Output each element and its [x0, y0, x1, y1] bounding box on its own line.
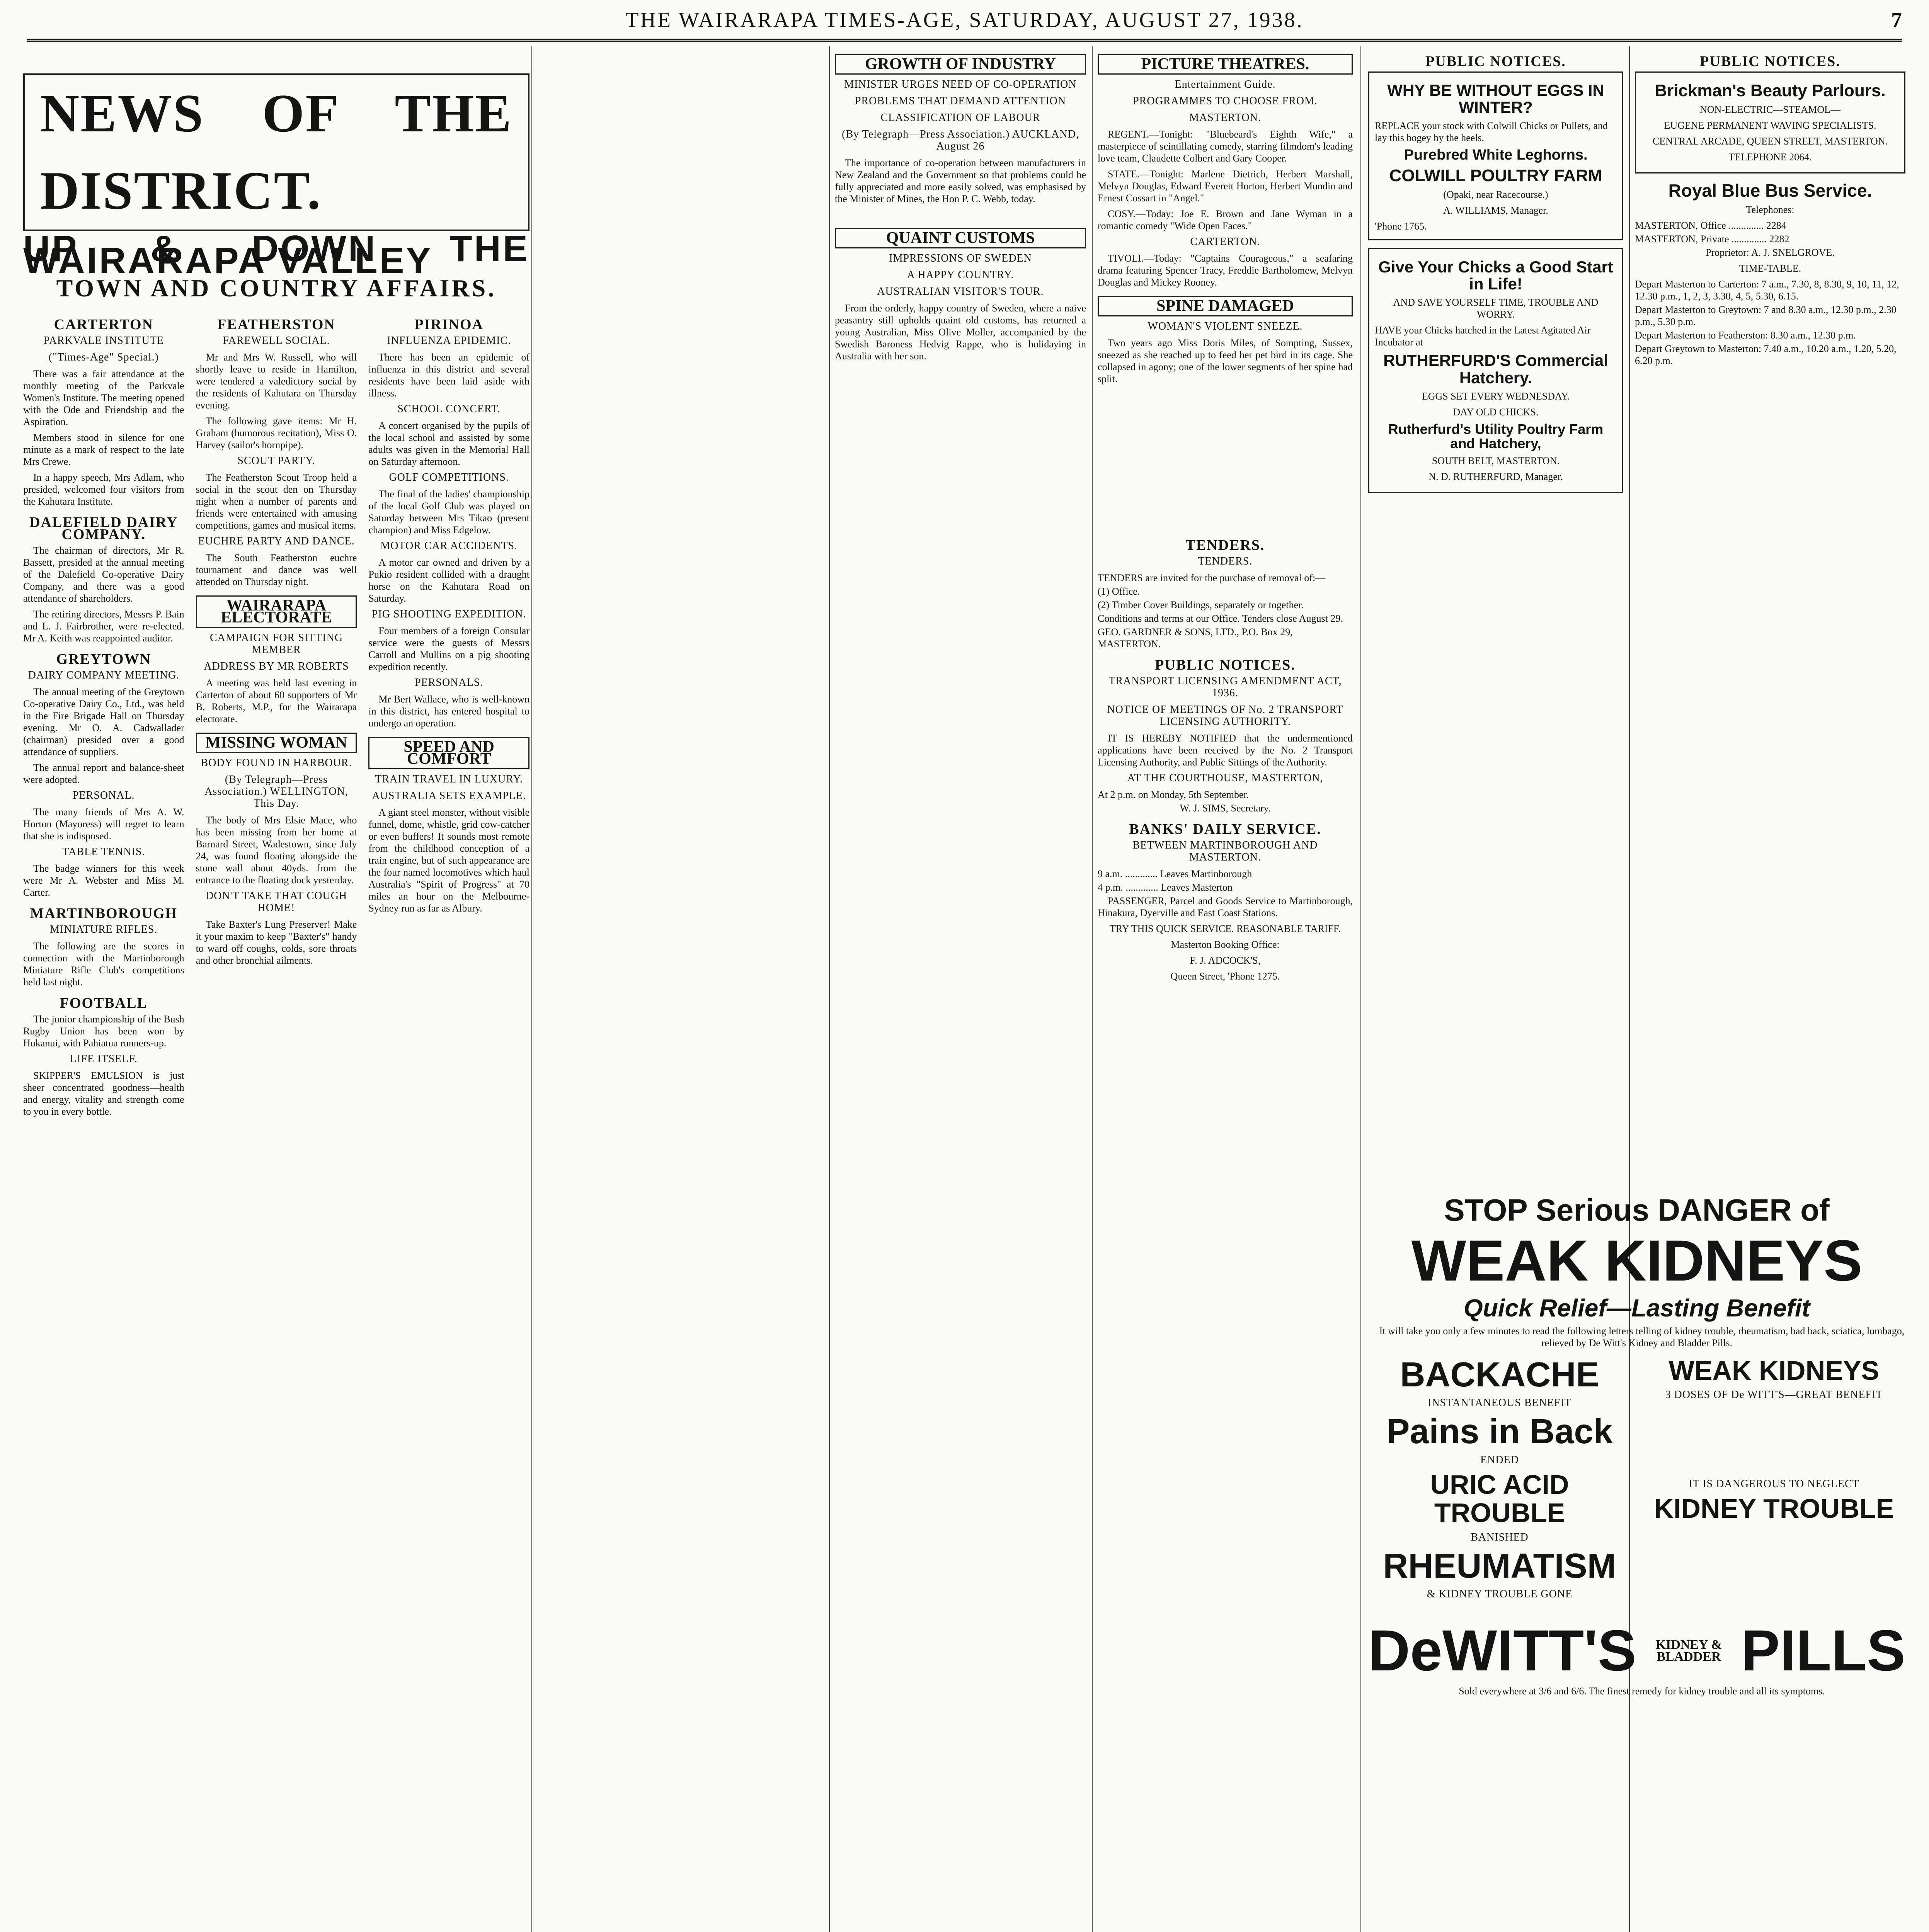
- eggs-set: EGGS SET EVERY WEDNESDAY.: [1422, 390, 1570, 402]
- golf-heading: GOLF COMPETITIONS.: [389, 471, 509, 483]
- beauty-line: NON-ELECTRIC—STEAMOL—: [1700, 104, 1840, 116]
- paragraph: Mr Bert Wallace, who is well-known in this district, has entered hospital to undergo an operation.: [368, 694, 529, 729]
- masthead-title: THE WAIRARAPA TIMES-AGE, SATURDAY, AUGUST 27, 1938.: [625, 8, 1304, 32]
- dateline: (By Telegraph—Press Association.) WELLINGTON, This Day.: [204, 774, 348, 810]
- cough-heading: DON'T TAKE THAT COUGH HOME!: [205, 890, 347, 914]
- beauty-name: Brickman's Beauty Parlours.: [1655, 81, 1886, 100]
- danger: IT IS DANGEROUS TO NEGLECT: [1689, 1478, 1859, 1490]
- page-number: 7: [1891, 8, 1902, 32]
- banished: BANISHED: [1471, 1531, 1529, 1543]
- state-listing: STATE.—Tonight: Marlene Dietrich, Herbert Marshall, Melvyn Douglas, Edward Everett Horton, Herbert Mundin and Ernest Cossart in "Angel.": [1098, 168, 1353, 204]
- paragraph: SKIPPER'S EMULSION is just sheer concentrated goodness—health and energy, vitality and strength come to you in every bottle.: [23, 1070, 184, 1117]
- backache-heading: BACKACHE: [1400, 1355, 1599, 1394]
- notices-column: [1098, 46, 1353, 1932]
- speed-heading: SPEED AND COMFORT: [368, 737, 529, 769]
- personal-heading: PERSONAL.: [72, 789, 135, 801]
- farm-name: COLWILL POULTRY FARM: [1389, 166, 1602, 185]
- paragraph: The body of Mrs Elsie Mace, who has been missing from her home at Barnard Street, Wadestown, since July 24, was found floating alongside the stone wall about 40yds. from the entrance to the floating dock yesterday.: [196, 815, 357, 886]
- paragraph: IT IS HEREBY NOTIFIED that the undermentioned applications have been received by the No. 2 Transport Licensing Authority, and Public Sittings of the Authority.: [1098, 733, 1353, 768]
- paragraph: Members stood in silence for one minute as a mark of respect to the late Mrs Crewe.: [23, 432, 184, 467]
- motor-heading: MOTOR CAR ACCIDENTS.: [380, 540, 518, 552]
- paragraph: The following gave items: Mr H. Graham (humorous recitation), Miss O. Harvey (sailor's hornpipe).: [196, 415, 357, 451]
- masthead: [27, 8, 1902, 42]
- scout-heading: SCOUT PARTY.: [237, 455, 315, 467]
- chicks-sub: AND SAVE YOURSELF TIME, TROUBLE AND WORRY.: [1393, 297, 1599, 320]
- industry-column: [835, 46, 1086, 1932]
- missing-heading: MISSING WOMAN: [196, 733, 357, 753]
- concert-heading: SCHOOL CONCERT.: [397, 403, 501, 415]
- timetable-row: Depart Masterton to Featherston: 8.30 a.m., 12.30 p.m.: [1635, 330, 1856, 341]
- greytown-heading: GREYTOWN: [56, 651, 152, 667]
- football-heading: FOOTBALL: [60, 995, 148, 1011]
- customs-sub2: A HAPPY COUNTRY.: [907, 269, 1014, 281]
- paragraph: Mr and Mrs W. Russell, who will shortly leave to reside in Hamilton, were tendered a valedictory social by the residents of Kahutara on Thursday evening.: [196, 352, 357, 411]
- poultry-ads: [1368, 46, 1623, 1206]
- district-news: [23, 46, 529, 1932]
- customs-heading: QUAINT CUSTOMS: [835, 228, 1086, 248]
- hatchery-manager: N. D. RUTHERFURD, Manager.: [1428, 471, 1563, 483]
- paragraph: There was a fair attendance at the monthly meeting of the Parkvale Women's Institute. The meeting opened with the Ode and Friendship and the Aspiration.: [23, 368, 184, 427]
- pains-heading: Pains in Back: [1386, 1412, 1613, 1451]
- tender-line: (2) Timber Cover Buildings, separately or together.: [1098, 599, 1304, 611]
- section-headline: TOWN AND COUNTRY AFFAIRS.: [56, 274, 497, 302]
- dairy-heading: DALEFIELD DAIRY COMPANY.: [29, 514, 178, 543]
- beauty-line: EUGENE PERMANENT WAVING SPECIALISTS.: [1664, 120, 1876, 131]
- paragraph: The South Featherston euchre tournament and dance was well attended on Thursday night.: [196, 552, 357, 587]
- public-notices-heading: PUBLIC NOTICES.: [1155, 657, 1296, 673]
- public-notices-heading: PUBLIC NOTICES.: [1425, 53, 1566, 70]
- paragraph: The chairman of directors, Mr R. Bassett, presided at the annual meeting of the Dalefield Co-operative Dairy Company, and there was a good attendance of shareholders.: [23, 545, 184, 604]
- tenders-sub: TENDERS.: [1198, 555, 1253, 567]
- spine-sub: WOMAN'S VIOLENT SNEEZE.: [1148, 320, 1303, 332]
- meetings-notice: NOTICE OF MEETINGS OF No. 2 TRANSPORT LICENSING AUTHORITY.: [1107, 704, 1343, 728]
- tenders-heading: TENDERS.: [1185, 537, 1265, 553]
- greytown-sub: DAIRY COMPANY MEETING.: [28, 669, 180, 681]
- paragraph: Take Baxter's Lung Preserver! Make it your maxim to keep "Baxter's" handy to ward off coughs, colds, sore throats and other bronchial ailments.: [196, 919, 357, 966]
- paragraph: In a happy speech, Mrs Adlam, who presided, welcomed four visitors from the Kahutara Institute.: [23, 472, 184, 507]
- try-service: TRY THIS QUICK SERVICE. REASONABLE TARIFF.: [1110, 923, 1341, 934]
- speed-sub2: AUSTRALIA SETS EXAMPLE.: [372, 790, 526, 802]
- paragraph: A giant steel monster, without visible funnel, dome, whistle, grid cow-catcher or even buffers! It sounds most remote from the childhood conception of a train engine, but of such appearance are the four named locomotives which haul Australia's "Spirit of Progress" at 70 miles an hour on the Melbourne-Sydney run as far as Albury.: [368, 807, 529, 914]
- paragraph: A motor car owned and driven by a Pukio resident collided with a draught horse on the Kahutara Road on Saturday.: [368, 557, 529, 604]
- public-notices-heading: PUBLIC NOTICES.: [1700, 53, 1840, 70]
- hatchery-name: RUTHERFURD'S Commercial Hatchery.: [1383, 351, 1608, 387]
- cosy-listing: COSY.—Today: Joe E. Brown and Jane Wyman in a romantic comedy "Wide Open Faces.": [1098, 208, 1353, 231]
- doses: 3 DOSES OF De WITT'S—GREAT BENEFIT: [1665, 1389, 1883, 1401]
- paragraph: PASSENGER, Parcel and Goods Service to Martinborough, Hinakura, Dyerville and East Coast Stations.: [1098, 895, 1353, 918]
- column-rule: [531, 46, 532, 1932]
- weak-kidneys-headline: WEAK KIDNEYS: [1411, 1228, 1863, 1293]
- growth-sub3: CLASSIFICATION OF LABOUR: [880, 112, 1040, 124]
- farewell-heading: FAREWELL SOCIAL.: [223, 335, 330, 347]
- dewitts-brand: [1368, 1616, 1905, 1685]
- tivoli-listing: TIVOLI.—Today: "Captains Courageous," a seafaring drama featuring Spencer Tracy, Freddie Bartholomew, Melvyn Douglas and Mickey Rooney.: [1098, 253, 1353, 288]
- regent-listing: REGENT.—Tonight: "Bluebeard's Eighth Wife," a masterpiece of scintillating comedy, starring filmdom's leading love team, Claudette Colbert and Gary Cooper.: [1098, 129, 1353, 164]
- paragraph: The retiring directors, Messrs P. Bain and L. J. Fairbrother, were re-elected. Mr A. Keith was reappointed auditor.: [23, 609, 184, 644]
- tender-line: GEO. GARDNER & SONS, LTD., P.O. Box 29, MASTERTON.: [1098, 626, 1293, 650]
- personals-heading: PERSONALS.: [415, 677, 484, 689]
- influenza-heading: INFLUENZA EPIDEMIC.: [387, 335, 511, 347]
- farm-phone: 'Phone 1765.: [1375, 221, 1427, 232]
- timetable-row: Depart Greytown to Masterton: 7.40 a.m., 10.20 a.m., 1.20, 5.20, 6.20 p.m.: [1635, 343, 1897, 367]
- bus-time: 4 p.m. ............. Leaves Masterton: [1098, 882, 1233, 893]
- pirinoa-heading: PIRINOA: [414, 316, 484, 333]
- courthouse: AT THE COURTHOUSE, MASTERTON,: [1127, 772, 1323, 784]
- farm-manager: A. WILLIAMS, Manager.: [1443, 205, 1548, 216]
- main-headline: NEWS OF THE DISTRICT.: [23, 73, 529, 231]
- paragraph: A concert organised by the pupils of the local school and assisted by some adults was given in the Memorial Hall on Saturday afternoon.: [368, 420, 529, 467]
- weak-kidneys-2: WEAK KIDNEYS: [1669, 1355, 1880, 1386]
- beauty-ad: [1635, 71, 1905, 173]
- paragraph: There has been an epidemic of influenza in this district and several residents have been laid aside with illness.: [368, 352, 529, 399]
- paragraph: The Featherston Scout Troop held a social in the scout den on Thursday night when a number of parents and friends were entertained with amusing competitions, games and musical items.: [196, 472, 357, 531]
- masterton-heading: MASTERTON.: [1189, 112, 1261, 124]
- paragraph: Four members of a foreign Consular service were the guests of Messrs Carroll and Mullins on a pig shooting expedition recently.: [368, 625, 529, 672]
- sold-text: Sold everywhere at 3/6 and 6/6. The finest remedy for kidney trouble and all its symptoms.: [1459, 1685, 1825, 1697]
- timetable-heading: TIME-TABLE.: [1739, 263, 1801, 274]
- stop-headline: STOP Serious DANGER of: [1444, 1193, 1830, 1227]
- pills: PILLS: [1741, 1618, 1905, 1683]
- kidneys-ad: [1368, 1190, 1905, 1932]
- entertainment-guide: Entertainment Guide.: [1175, 78, 1276, 90]
- booking-office: Masterton Booking Office:: [1171, 939, 1280, 950]
- eggs-text: REPLACE your stock with Colwill Chicks or Pullets, and lay this bogey by the heels.: [1375, 120, 1608, 144]
- utility-farm: Rutherfurd's Utility Poultry Farm and Hatchery,: [1388, 421, 1604, 452]
- kidneys-intro: It will take you only a few minutes to read the following letters telling of kidney trouble, rheumatism, bad back, sciatica, lumbago, relieved by De Witt's Kidney and Bladder Pills.: [1379, 1325, 1905, 1349]
- beauty-line: CENTRAL ARCADE, QUEEN STREET, MASTERTON.: [1652, 136, 1888, 147]
- customs-sub: IMPRESSIONS OF SWEDEN: [889, 252, 1032, 264]
- paragraph: The junior championship of the Bush Rugby Union has been won by Hukanui, with Pahiatua runners-up.: [23, 1014, 184, 1049]
- bus-office: MASTERTON, Office .............. 2284: [1635, 220, 1786, 231]
- booking-name: F. J. ADCOCK'S,: [1190, 955, 1261, 966]
- rheumatism-heading: RHEUMATISM: [1383, 1546, 1616, 1585]
- tender-line: Conditions and terms at our Office. Tenders close August 29.: [1098, 613, 1343, 624]
- paragraph: The annual report and balance-sheet were adopted.: [23, 762, 184, 785]
- programmes: PROGRAMMES TO CHOOSE FROM.: [1133, 95, 1318, 107]
- pig-heading: PIG SHOOTING EXPEDITION.: [371, 608, 526, 620]
- transport-act: TRANSPORT LICENSING AMENDMENT ACT, 1936.: [1108, 675, 1342, 699]
- life-heading: LIFE ITSELF.: [70, 1053, 138, 1065]
- bus-time: 9 a.m. ............. Leaves Martinborough: [1098, 868, 1252, 879]
- bus-private: MASTERTON, Private .............. 2282: [1635, 233, 1789, 245]
- electorate-sub2: ADDRESS BY MR ROBERTS: [204, 660, 349, 672]
- pictures-heading: PICTURE THEATRES.: [1098, 54, 1353, 75]
- paragraph: The many friends of Mrs A. W. Horton (Mayoress) will regret to learn that she is indisposed.: [23, 806, 184, 842]
- banks-heading: BANKS' DAILY SERVICE.: [1129, 821, 1321, 837]
- kidney-trouble: KIDNEY TROUBLE: [1654, 1493, 1894, 1524]
- tender-line: (1) Office.: [1098, 586, 1140, 597]
- carterton-heading: CARTERTON.: [1190, 236, 1260, 248]
- bus-proprietor: Proprietor: A. J. SNELGROVE.: [1706, 247, 1835, 259]
- rifles-heading: MINIATURE RIFLES.: [50, 923, 158, 935]
- hatchery-address: SOUTH BELT, MASTERTON.: [1432, 455, 1560, 467]
- paragraph: A meeting was held last evening in Carterton of about 60 supporters of Mr B. Roberts, M.P., for the Wairarapa electorate.: [196, 677, 357, 724]
- farm-sub: (Opaki, near Racecourse.): [1443, 189, 1548, 201]
- chicks-ad: [1368, 248, 1623, 493]
- dateline: (By Telegraph—Press Association.) AUCKLAND, August 26: [842, 128, 1079, 152]
- carterton-heading: CARTERTON: [54, 316, 154, 333]
- beauty-line: TELEPHONE 2064.: [1728, 151, 1812, 163]
- growth-sub: MINISTER URGES NEED OF CO-OPERATION: [844, 78, 1077, 90]
- euchre-heading: EUCHRE PARTY AND DANCE.: [198, 535, 355, 547]
- day-old-chicks: DAY OLD CHICKS.: [1453, 406, 1539, 418]
- timetable-row: Depart Masterton to Carterton: 7 a.m., 7.30, 8, 8.30, 9, 10, 11, 12, 12.30 p.m., 1, 2, 3, 3.30, 4, 5, 5.30, 6.15.: [1635, 279, 1899, 302]
- banks-sub: BETWEEN MARTINBOROUGH AND MASTERTON.: [1132, 839, 1318, 863]
- eggs-ad: [1368, 71, 1623, 240]
- paragraph: The annual meeting of the Greytown Co-operative Dairy Co., Ltd., was held in the Fire Brigade Hall on Thursday evening. Mr O. A. Cadwallader (chairman) presided over a good attendance of suppliers.: [23, 686, 184, 757]
- column-rule: [1360, 46, 1361, 1932]
- kidney-gone: & KIDNEY TROUBLE GONE: [1427, 1588, 1573, 1600]
- paragraph: The badge winners for this week were Mr A. Webster and Miss M. Carter.: [23, 863, 184, 898]
- martinborough-heading: MARTINBOROUGH: [30, 905, 178, 922]
- leghorns: Purebred White Leghorns.: [1404, 147, 1588, 163]
- electorate-sub: CAMPAIGN FOR SITTING MEMBER: [209, 632, 343, 656]
- featherston-heading: FEATHERSTON: [217, 316, 335, 333]
- eggs-headline: WHY BE WITHOUT EGGS IN WINTER?: [1387, 81, 1604, 117]
- quick-relief: Quick Relief—Lasting Benefit: [1463, 1294, 1810, 1322]
- electorate-heading: WAIRARAPA ELECTORATE: [196, 595, 357, 628]
- sub-headline: UP & DOWN THE WAIRARAPA VALLEY: [23, 228, 529, 281]
- notice-signature: W. J. SIMS, Secretary.: [1180, 803, 1271, 814]
- growth-heading: GROWTH OF INDUSTRY: [835, 54, 1086, 75]
- kidney-bladder: KIDNEY & BLADDER: [1655, 1637, 1722, 1664]
- column-rule: [829, 46, 830, 1932]
- brand-name: DeWITT'S: [1368, 1618, 1636, 1683]
- column-rule: [1092, 46, 1093, 1932]
- missing-sub: BODY FOUND IN HARBOUR.: [201, 757, 352, 769]
- paragraph: The importance of co-operation between manufacturers in New Zealand and the Government so that problems could be fully appreciated and more easily solved, was emphasised by the Minister of Mines, the Hon P. C. Webb, today.: [835, 157, 1086, 204]
- timetable-row: Depart Masterton to Greytown: 7 and 8.30 a.m., 12.30 p.m., 2.30 p.m., 5.30 p.m.: [1635, 304, 1897, 328]
- speed-sub: TRAIN TRAVEL IN LUXURY.: [375, 773, 523, 785]
- spine-heading: SPINE DAMAGED: [1098, 296, 1353, 316]
- chicks-headline: Give Your Chicks a Good Start in Life!: [1378, 258, 1613, 293]
- booking-address: Queen Street, 'Phone 1275.: [1170, 971, 1280, 982]
- paragraph: The following are the scores in connection with the Martinborough Miniature Rifle Club's competitions held last night.: [23, 940, 184, 988]
- services-ads: [1635, 46, 1905, 1206]
- tennis-heading: TABLE TENNIS.: [62, 846, 145, 858]
- chicks-text: HAVE your Chicks hatched in the Latest Agitated Air Incubator at: [1375, 325, 1591, 348]
- carterton-institute: PARKVALE INSTITUTE: [43, 335, 164, 347]
- uric-heading: URIC ACID TROUBLE: [1430, 1469, 1569, 1528]
- notice-date: At 2 p.m. on Monday, 5th September.: [1098, 789, 1249, 800]
- pirinoa-column: [368, 310, 529, 1121]
- tender-line: TENDERS are invited for the purchase of removal of:—: [1098, 572, 1326, 583]
- bus-heading: Royal Blue Bus Service.: [1668, 180, 1872, 201]
- growth-sub2: PROBLEMS THAT DEMAND ATTENTION: [855, 95, 1066, 107]
- instant-benefit: INSTANTANEOUS BENEFIT: [1428, 1397, 1571, 1409]
- customs-sub3: AUSTRALIAN VISITOR'S TOUR.: [877, 286, 1044, 298]
- paragraph: The final of the ladies' championship of the local Golf Club was played on Saturday between Mrs Tikao (present champion) and Miss Edgelow.: [368, 488, 529, 536]
- paragraph: From the orderly, happy country of Sweden, where a naive peasantry still upholds quaint old customs, has returned a young Australian, Miss Olive Moller, accompanied by the Swedish Baroness Hedvig Rappe, who is holidaying in Australia with her son.: [835, 303, 1086, 362]
- bus-phones: Telephones:: [1746, 204, 1794, 216]
- ended: ENDED: [1480, 1454, 1519, 1466]
- paragraph: Two years ago Miss Doris Miles, of Sompting, Sussex, sneezed as she reached up to feed her pet bird in its cage. She collapsed in agony; one of the lower segments of her spine had split.: [1098, 337, 1353, 384]
- carterton-column: [23, 310, 184, 1121]
- featherston-column: [196, 310, 357, 1121]
- special-tag: ("Times-Age" Special.): [48, 351, 159, 363]
